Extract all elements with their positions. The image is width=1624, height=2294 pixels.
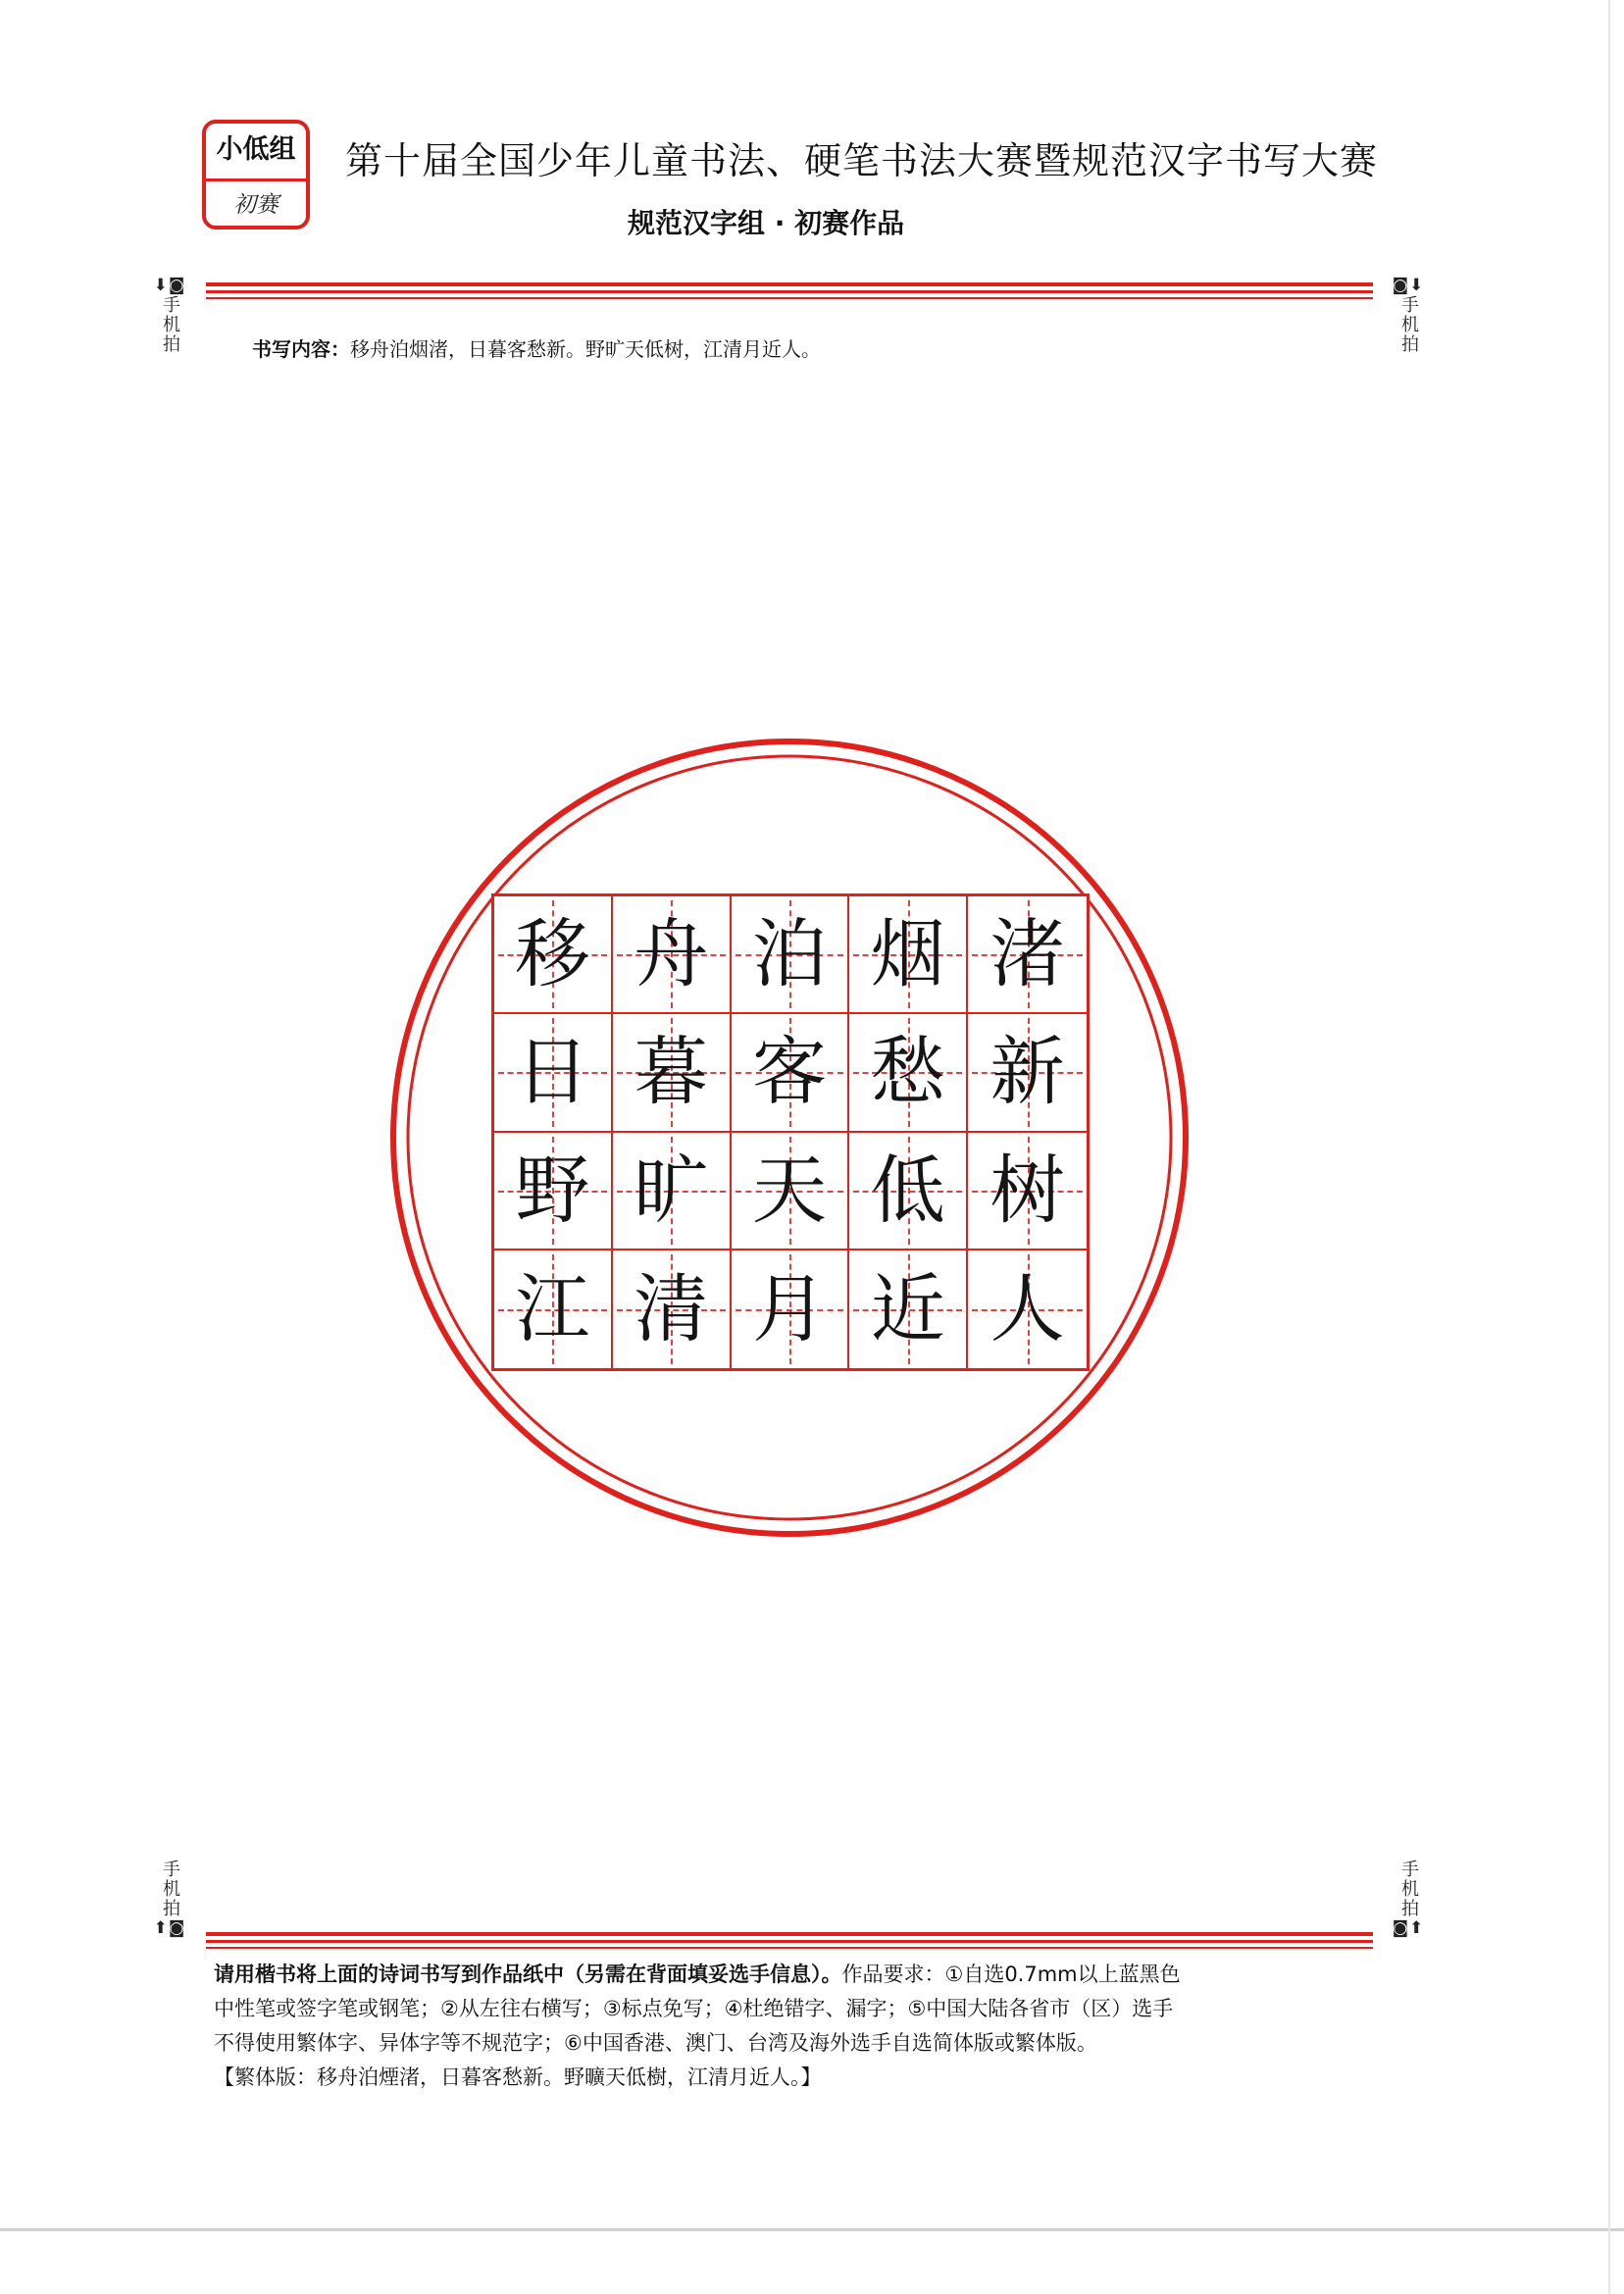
instruction-line-1: 请用楷书将上面的诗词书写到作品纸中（另需在背面填妥选手信息）。作品要求：①自选0.7mm以上蓝黑色 [214,1963,1181,1986]
badge-stage-label: 初赛 [233,192,279,218]
grid-cell [968,1014,1087,1132]
instruction-line-3: 不得使用繁体字、异体字等不规范字；⑥中国香港、澳门、台湾及海外选手自选简体版或繁体版。 [214,2031,1097,2055]
writing-content-label: 书写内容： [252,337,350,361]
phone-shoot-label: 手机拍 [1398,1860,1419,1918]
handwritten-character: 愁 [870,1028,945,1116]
scan-bottom-edge [0,2228,1624,2231]
handwritten-character: 暮 [634,1028,709,1116]
phone-shoot-label: 手机拍 [160,1860,180,1918]
phone-mark-bottom-right [1386,1860,1431,1938]
handwritten-character: 移 [515,910,590,998]
grid-cell [613,896,732,1014]
grid-cell [494,896,613,1014]
grid-cell [849,1133,968,1250]
handwritten-character: 新 [990,1028,1065,1116]
handwritten-character: 舟 [634,910,709,998]
handwritten-character: 月 [751,1264,827,1352]
grid-cell [613,1014,732,1132]
handwritten-character: 江 [515,1264,590,1352]
grid-cell [968,1133,1087,1250]
handwritten-character: 客 [751,1028,827,1116]
camera-down-icon: ⬇◙ [153,276,186,295]
handwritten-character: 树 [990,1146,1065,1234]
handwritten-character: 野 [515,1146,590,1234]
grid-cell [968,896,1087,1014]
handwritten-character: 泊 [751,910,827,998]
bottom-red-rule [206,1932,1373,1950]
grid-cell [849,896,968,1014]
handwritten-character: 日 [515,1028,590,1116]
handwritten-character: 人 [990,1264,1065,1352]
handwritten-character: 旷 [634,1146,709,1234]
top-red-rule [206,282,1373,300]
grid-cell [732,1133,850,1250]
writing-content-text: 移舟泊烟渚，日暮客愁新。野旷天低树，江清月近人。 [350,337,821,361]
grid-cell [494,1014,613,1132]
scan-right-edge [1608,0,1610,2294]
grid-cell [732,1250,850,1368]
group-badge [202,120,310,229]
writing-grid [491,893,1090,1371]
grid-cell [494,1133,613,1250]
phone-mark-top-right [1386,276,1431,354]
phone-shoot-label: 手机拍 [1398,295,1419,354]
camera-up-icon: ◙⬆ [1392,1918,1425,1938]
phone-shoot-label: 手机拍 [160,295,180,354]
instruction-line-2: 中性笔或签字笔或钢笔；②从左往右横写；③标点免写；④杜绝错字、漏字；⑤中国大陆各省市（区）选手 [214,1997,1174,2020]
grid-cell [613,1250,732,1368]
grid-cell [849,1014,968,1132]
badge-group-label: 小低组 [206,124,306,181]
instructions [214,1958,1391,2095]
grid-cell [613,1133,732,1250]
grid-cell [732,896,850,1014]
grid-cell [968,1250,1087,1368]
handwritten-character: 近 [870,1264,945,1352]
camera-down-icon: ◙⬇ [1392,276,1425,295]
page-title: 第十届全国少年儿童书法、硬笔书法大赛暨规范汉字书写大赛 [345,139,1379,182]
camera-up-icon: ⬆◙ [153,1918,186,1938]
handwritten-character: 天 [751,1146,827,1234]
grid-cell [494,1250,613,1368]
phone-mark-bottom-left [147,1860,192,1938]
grid-cell [732,1014,850,1132]
handwritten-character: 烟 [870,910,945,998]
grid-cell [849,1250,968,1368]
handwritten-character: 清 [634,1264,709,1352]
handwritten-character: 低 [870,1146,945,1234]
page-subtitle: 规范汉字组 · 初赛作品 [628,207,905,239]
handwritten-character: 渚 [990,910,1065,998]
writing-content [252,333,821,362]
phone-mark-top-left [147,276,192,354]
instruction-line-4: 【繁体版：移舟泊煙渚，日暮客愁新。野曠天低樹，江清月近人。】 [214,2065,822,2089]
